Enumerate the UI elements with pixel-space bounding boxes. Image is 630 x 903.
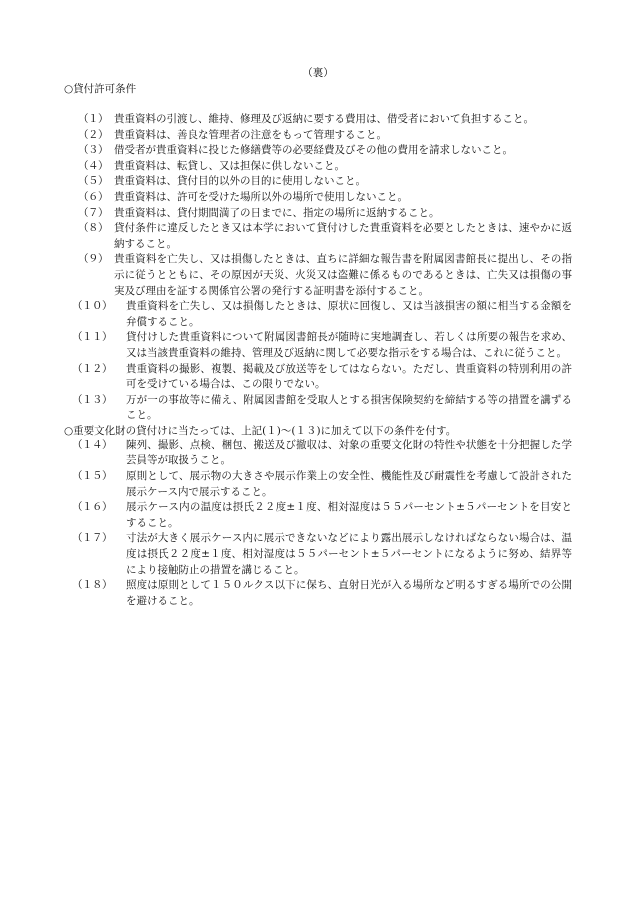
condition-item xyxy=(64,469,572,500)
condition-text: 貴重資料を亡失し、又は損傷したときは、直ちに詳細な報告書を附属図書館長に提出し、その指示に従うとともに、その原因が天災、火災又は盗難に係るものであるときは、亡失又は損傷の事実及び理由を証する関係官公署の発行する証明書を添付すること。 xyxy=(114,253,572,297)
condition-number: （５） xyxy=(78,175,108,188)
condition-text: 貴重資料は、貸付期間満了の日までに、指定の場所に返納すること。 xyxy=(114,206,440,219)
condition-text: 貸付条件に違反したとき又は本学において貸付けした貴重資料を必要としたときは、速やかに返納すること。 xyxy=(114,222,572,250)
condition-text: 貸付けした貴重資料について附属図書館長が随時に実地調査し、若しくは所要の報告を求め、又は当該貴重資料の維持、管理及び返納に関して必要な指示をする場合は、これに従うこと。 xyxy=(126,331,572,359)
condition-item xyxy=(64,190,572,206)
condition-number: （７） xyxy=(78,206,108,219)
section-heading-important-cultural-property: ○重要文化財の貸付けに当たっては、上記(１)～(１３)に加えて以下の条件を付す。 xyxy=(64,424,457,437)
condition-item xyxy=(64,500,572,531)
condition-item xyxy=(64,531,572,578)
condition-text: 陳列、撮影、点検、梱包、搬送及び撤収は、対象の重要文化財の特性や状態を十分把握した学芸員等が取扱うこと。 xyxy=(126,438,572,467)
condition-item xyxy=(64,143,572,159)
condition-text: 照度は原則として１５０ルクス以下に保ち、直射日光が入る場所など明るすぎる場所での公開を避けること。 xyxy=(126,579,572,607)
condition-item xyxy=(64,174,572,190)
condition-item xyxy=(64,206,572,222)
loan-conditions-list xyxy=(64,112,572,424)
condition-number: （１８） xyxy=(72,579,112,592)
condition-item xyxy=(64,578,572,609)
condition-text: 寸法が大きく展示ケース内に展示できないなどにより露出展示しなければならない場合は、温度は摂氏２２度±１度、相対湿度は５５パーセント±５パーセントになるように努め、結界等により接触防止の措置を講じること。 xyxy=(126,532,572,576)
condition-item xyxy=(64,299,572,330)
condition-number: （８） xyxy=(78,222,108,235)
condition-number: （１３） xyxy=(72,393,112,406)
condition-item xyxy=(64,330,572,361)
page-side-label: （裏） xyxy=(302,67,334,79)
condition-text: 貴重資料は、善良な管理者の注意をもって管理すること。 xyxy=(114,128,387,141)
condition-number: （１） xyxy=(78,113,108,125)
cultural-property-conditions-list xyxy=(64,438,572,610)
condition-number: （４） xyxy=(78,159,108,172)
condition-item xyxy=(64,159,572,175)
condition-item xyxy=(64,112,572,128)
condition-item xyxy=(64,393,572,424)
section-heading-loan-conditions: ○貸付許可条件 xyxy=(64,83,137,95)
condition-number: （１２） xyxy=(72,362,112,375)
condition-text: 貴重資料は、貸付目的以外の目的に使用しないこと。 xyxy=(114,175,366,188)
condition-text: 借受者が貴重資料に投じた修繕費等の必要経費及びその他の費用を請求しないこと。 xyxy=(114,144,513,157)
condition-number: （１７） xyxy=(72,532,112,545)
condition-text: 展示ケース内の温度は摂氏２２度±１度、相対湿度は５５パーセント±５パーセントを目安とすること。 xyxy=(126,501,572,529)
condition-item xyxy=(64,128,572,144)
condition-number: （２） xyxy=(78,128,108,141)
condition-item xyxy=(64,252,572,299)
condition-text: 貴重資料は、許可を受けた場所以外の場所で使用しないこと。 xyxy=(114,190,408,203)
condition-item xyxy=(64,362,572,393)
condition-number: （１６） xyxy=(72,501,112,514)
condition-number: （１４） xyxy=(72,438,112,451)
condition-text: 貴重資料の引渡し、維持、修理及び返納に要する費用は、借受者において負担すること。 xyxy=(114,113,534,125)
condition-text: 原則として、展示物の大きさや展示作業上の安全性、機能性及び耐震性を考慮して設計された展示ケース内で展示すること。 xyxy=(126,470,572,498)
condition-text: 万が一の事故等に備え、附属図書館を受取人とする損害保険契約を締結する等の措置を講ずること。 xyxy=(126,393,572,422)
condition-text: 貴重資料の撮影、複製、掲載及び放送等をしてはならない。ただし、貴重資料の特別利用の許可を受けている場合は、この限りでない。 xyxy=(126,362,572,391)
condition-item xyxy=(64,221,572,252)
condition-number: （３） xyxy=(78,144,108,157)
condition-number: （９） xyxy=(78,253,108,266)
condition-text: 貴重資料を亡失し、又は損傷したときは、原状に回復し、又は当該損害の額に相当する金額を弁償すること。 xyxy=(126,300,572,328)
condition-number: （１５） xyxy=(72,470,112,483)
condition-number: （１１） xyxy=(72,331,112,344)
condition-item xyxy=(64,438,572,469)
condition-text: 貴重資料は、転貸し、又は担保に供しないこと。 xyxy=(114,159,345,172)
condition-number: （１０） xyxy=(72,300,112,313)
condition-number: （６） xyxy=(78,190,108,203)
